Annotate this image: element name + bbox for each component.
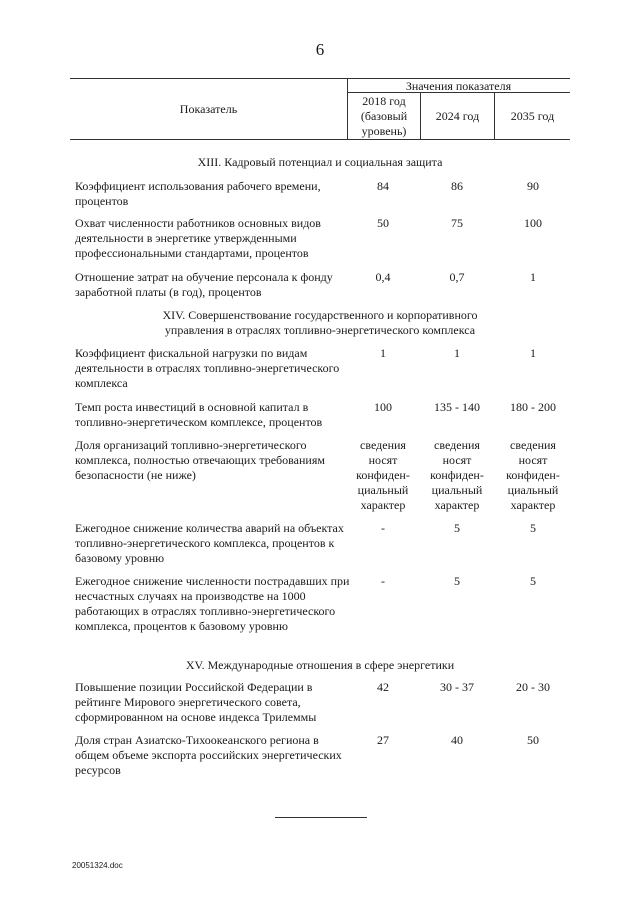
row-value-2035: 20 - 30 [516,680,550,694]
closing-rule [275,817,367,818]
header-values-group: Значения показателя [405,79,512,93]
row-label: Повышение позиции Российской Федерации в рейтинге Мирового энергетического совета, сформированном на основе индекса Трилеммы [75,680,317,724]
row-value-2018: 42 [377,680,389,694]
row-value-2018: 100 [374,400,392,414]
row-value-2024: 0,7 [449,270,465,284]
row-value-2018: 50 [377,216,389,230]
row-value-2024: сведения носят конфиден-циальный характер [430,438,484,512]
row-value-2024: 5 [454,574,460,588]
header-col-2024: 2024 год [435,109,480,123]
row-value-2035: 1 [530,346,536,360]
row-label: Ежегодное снижение количества аварий на объектах топливно-энергетического комплекса, процентов к базовому уровню [75,521,344,565]
section-title: XV. Международные отношения в сфере энергетики [185,658,455,672]
row-label: Темп роста инвестиций в основной капитал в топливно-энергетическом комплексе, процентов [75,400,323,429]
header-indicator: Показатель [179,102,238,116]
section-title: XIII. Кадровый потенциал и социальная защита [197,155,443,169]
row-value-2024: 1 [454,346,460,360]
row-value-2035: 5 [530,574,536,588]
row-value-2018: 1 [380,346,386,360]
row-value-2018: - [381,521,385,535]
row-value-2018: 0,4 [375,270,391,284]
row-value-2035: 180 - 200 [510,400,556,414]
row-label: Коэффициент фискальной нагрузки по видам деятельности в отраслях топливно-энергетического комплекса [75,346,340,390]
row-label: Ежегодное снижение численности пострадавших при несчастных случаях на производстве на 1000 работающих в отраслях топливно-энергетического комплекса, процентов к базовому уровню [75,574,350,633]
row-value-2024: 40 [451,733,463,747]
row-value-2018: 84 [377,179,389,193]
row-value-2018: 27 [377,733,389,747]
row-value-2035: 90 [527,179,539,193]
header-col-2018: 2018 год (базовый уровень) [360,94,408,138]
header-col-2035: 2035 год [510,109,555,123]
row-value-2018: сведения носят конфиден-циальный характер [356,438,410,512]
row-value-2018: - [381,574,385,588]
row-value-2024: 5 [454,521,460,535]
row-value-2024: 30 - 37 [440,680,474,694]
page-number: 6 [315,40,325,59]
row-value-2035: 100 [524,216,542,230]
row-value-2035: 1 [530,270,536,284]
row-value-2035: сведения носят конфиден-циальный характер [506,438,560,512]
document-code: 20051324.doc [72,861,123,870]
row-label: Охват численности работников основных видов деятельности в энергетике утвержденными профессиональными стандартами, процентов [75,216,321,260]
row-value-2035: 5 [530,521,536,535]
row-value-2024: 75 [451,216,463,230]
row-label: Доля организаций топливно-энергетического комплекса, полностью отвечающих требованиям безопасности (не ниже) [75,438,325,482]
row-value-2024: 135 - 140 [434,400,480,414]
header-bottom-rule [70,139,570,140]
row-value-2024: 86 [451,179,463,193]
row-value-2035: 50 [527,733,539,747]
row-label: Коэффициент использования рабочего времени, процентов [75,179,321,208]
row-label: Отношение затрат на обучение персонала к фонду заработной платы (в год), процентов [75,270,333,299]
row-label: Доля стран Азиатско-Тихоокеанского региона в общем объеме экспорта российских энергетических ресурсов [75,733,342,777]
section-title: XIV. Совершенствование государственного и корпоративного управления в отраслях топливно-энергетического комплекса [162,308,478,337]
